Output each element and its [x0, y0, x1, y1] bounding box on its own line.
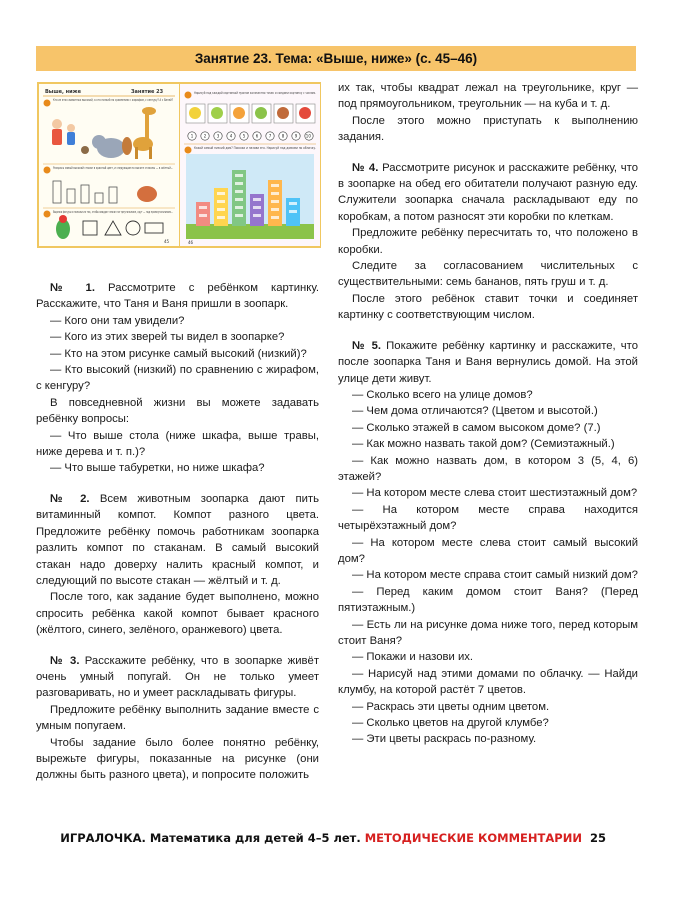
paragraph-text: — Что выше стола (ниже шкафа, выше травы, ниже дерева и т. п.)?	[36, 429, 319, 459]
paragraph	[338, 420, 638, 436]
svg-text:3: 3	[216, 133, 220, 139]
paragraph	[338, 649, 638, 665]
paragraph	[338, 666, 638, 699]
zoo-animals-illustration	[39, 84, 179, 246]
paragraph-text: — Сколько цветов на другой клумбе?	[352, 717, 549, 730]
paragraph	[36, 329, 319, 345]
paragraph	[338, 617, 638, 650]
paragraph-text: — Кто на этом рисунке самый высокий (низкий)?	[50, 347, 307, 360]
paragraph	[338, 485, 638, 501]
thumb-task5: Какой самый низкий дом? Покажи и назови его. Нарисуй над домами по облачку.	[194, 146, 316, 150]
paragraph-text: Предложите ребёнку выполнить задание вместе с умным попугаем.	[36, 703, 319, 733]
svg-text:7: 7	[268, 133, 272, 139]
left-column	[36, 280, 319, 784]
thumb-task2: Раскрась самый высокий стакан в красный цвет, и следующие по высоте стаканы — в жёлтый...	[53, 166, 173, 170]
paragraph-text: — Покажи и назови их.	[352, 651, 474, 664]
thumb-page-45: 45	[164, 239, 170, 244]
paragraph-text: — Как можно назвать такой дом? (Семиэтажный.)	[352, 438, 615, 451]
lesson-title: Занятие 23. Тема: «Выше, ниже» (с. 45–46)	[36, 46, 636, 71]
paragraph	[36, 735, 319, 784]
task-number: № 4.	[352, 161, 379, 174]
food-and-houses-illustration	[180, 84, 320, 246]
paragraph-text: Расскажите ребёнку, что в зоопарке живёт очень умный попугай. Он не только умеет разговаривать, но и умеет раскладывать фигуры.	[36, 654, 319, 700]
paragraph-text: — Сколько всего на улице домов?	[352, 388, 533, 401]
paragraph	[36, 395, 319, 428]
paragraph	[36, 589, 319, 638]
paragraph	[338, 403, 638, 419]
paragraph	[36, 428, 319, 461]
thumb-task4: Нарисуй под каждой картинкой нужное количество точек и соедини картинку с числом.	[194, 91, 316, 95]
workbook-page-46	[180, 84, 319, 246]
paragraph-text: — Кого из этих зверей ты видел в зоопарке?	[50, 331, 285, 344]
paragraph-text: — Кто высокий (низкий) по сравнению с жирафом, с кенгуру?	[36, 364, 319, 393]
paragraph-text: их так, чтобы квадрат лежал на треугольнике, круг — под прямоугольником, треугольник — на куба и т. д.	[338, 82, 638, 111]
paragraph-text: Предложите ребёнку пересчитать то, что положено в коробки.	[338, 227, 638, 256]
paragraph-text: — На котором месте слева стоит самый высокий дом?	[338, 536, 638, 565]
paragraph	[338, 535, 638, 568]
paragraph-text: Всем животным зоопарка дают пить витаминный компот. Компот разного цвета. Предложите ребёнку помочь работникам зоопарка разлить компот по стаканам. В самый высокий стакан надо доверху налить красный компот, и следующий по высоте стакан — жёлтый и т. д.	[36, 492, 319, 587]
task-number: № 3.	[50, 654, 80, 667]
paragraph-text: После этого ребёнок ставит точки и соединяет картинку с соответствующим числом.	[338, 292, 638, 322]
svg-text:1: 1	[190, 133, 194, 139]
paragraph-text: Покажите ребёнку картинку и расскажите, что после зоопарка Таня и Ваня вернулись домой. На этой улице дети живут.	[338, 339, 639, 385]
svg-text:5: 5	[242, 133, 246, 139]
paragraph	[36, 313, 319, 329]
workbook-pages-preview	[37, 82, 321, 248]
paragraph-text: — На котором месте слева стоит шестиэтажный дом?	[352, 487, 638, 500]
right-column	[338, 80, 638, 748]
paragraph	[338, 584, 638, 617]
paragraph	[338, 225, 638, 258]
page-footer	[0, 831, 606, 845]
paragraph-text: Чтобы задание было более понятно ребёнку, вырежьте фигуры, показанные на рисунке (они должны быть разного цвета), и попросите положить	[36, 736, 319, 782]
paragraph	[338, 436, 638, 452]
footer-series: ИГРАЛОЧКА. Математика для детей 4–5 лет.	[60, 831, 361, 845]
paragraph	[338, 258, 638, 291]
paragraph	[36, 362, 319, 395]
paragraph	[338, 160, 638, 226]
paragraph	[36, 280, 319, 313]
svg-text:10: 10	[305, 133, 311, 139]
paragraph-text: — Эти цветы раскрась по-разному.	[352, 733, 537, 746]
paragraph-text: Рассмотрите с ребёнком картинку. Расскажите, что Таня и Ваня пришли в зоопарк.	[36, 282, 319, 311]
paragraph-text: — Сколько этажей в самом высоком доме? (7.)	[352, 421, 601, 434]
paragraph-text: Следите за согласованием числительных с существительными: семь бананов, пять груш и т. д.	[338, 260, 638, 289]
paragraph-text: — Что выше табуретки, но ниже шкафа?	[50, 462, 265, 475]
paragraph	[36, 491, 319, 589]
paragraph	[338, 453, 638, 486]
paragraph	[338, 113, 638, 146]
paragraph	[338, 502, 638, 535]
paragraph-text: — На котором месте справа стоит самый низкий дом?	[352, 569, 638, 582]
svg-text:8: 8	[281, 133, 285, 139]
thumb-heading-left: Выше, ниже	[45, 89, 81, 95]
paragraph-text: — Раскрась эти цветы одним цветом.	[352, 700, 550, 713]
paragraph-text: После этого можно приступать к выполнению задания.	[338, 114, 638, 144]
paragraph	[36, 460, 319, 476]
thumb-heading-right: Занятие 23	[131, 89, 164, 95]
page-number: 25	[589, 831, 606, 845]
task-number: № 5.	[352, 339, 382, 352]
thumb-page-46: 46	[188, 240, 194, 245]
task-number: № 2.	[50, 492, 90, 505]
task-number: № 1.	[50, 282, 95, 294]
svg-text:6: 6	[255, 133, 259, 139]
paragraph	[338, 731, 638, 747]
paragraph-text: — Чем дома отличаются? (Цветом и высотой.)	[352, 405, 598, 418]
paragraph-text: — На котором месте справа находится четырёхэтажный дом?	[338, 503, 638, 533]
thumb-task3: Вырежи фигуры и положи их так, чтобы квадрат лежал на треугольнике, круг — под прямоугольником...	[53, 210, 173, 214]
svg-text:9: 9	[294, 133, 298, 139]
paragraph	[36, 346, 319, 362]
paragraph-text: — Нарисуй над этими домами по облачку. — Найди клумбу, на которой растёт 7 цветов.	[338, 667, 638, 697]
paragraph	[338, 338, 638, 387]
workbook-page-45	[39, 84, 178, 246]
paragraph-text: Рассмотрите рисунок и расскажите ребёнку, что в зоопарке на обед его обитатели получают разную еду. Служители зоопарка сначала раскладывают еду по коробкам, а потом разносят эти коробки по клеткам.	[338, 161, 638, 223]
paragraph-text: — Кого они там увидели?	[50, 314, 185, 327]
paragraph	[338, 699, 638, 715]
paragraph-text: В повседневной жизни вы можете задавать ребёнку вопросы:	[36, 396, 319, 426]
paragraph-text: — Как можно назвать дом, в котором 3 (5, 4, 6) этажей?	[338, 454, 638, 483]
paragraph-text: — Перед каким домом стоит Ваня? (Перед пятиэтажным.)	[338, 585, 638, 615]
footer-subtitle: МЕТОДИЧЕСКИЕ КОММЕНТАРИИ	[364, 831, 582, 845]
paragraph	[338, 567, 638, 583]
svg-text:4: 4	[229, 133, 233, 139]
paragraph	[36, 653, 319, 702]
svg-text:2: 2	[203, 133, 207, 139]
paragraph-text: — Есть ли на рисунке дома ниже того, перед которым стоит Ваня?	[338, 618, 638, 647]
paragraph-text: После того, как задание будет выполнено, можно спросить ребёнка какой компот бывает красного (жёлтого, синего, зелёного, оранжевого) цвета.	[36, 591, 319, 637]
paragraph	[338, 387, 638, 403]
paragraph	[338, 80, 638, 113]
paragraph	[338, 715, 638, 731]
thumb-task1: Кто из этих животных высокий, а кто низкий по сравнению с жирафом, с кенгуру? А с Ваней?	[53, 98, 174, 102]
paragraph	[338, 291, 638, 324]
paragraph	[36, 702, 319, 735]
